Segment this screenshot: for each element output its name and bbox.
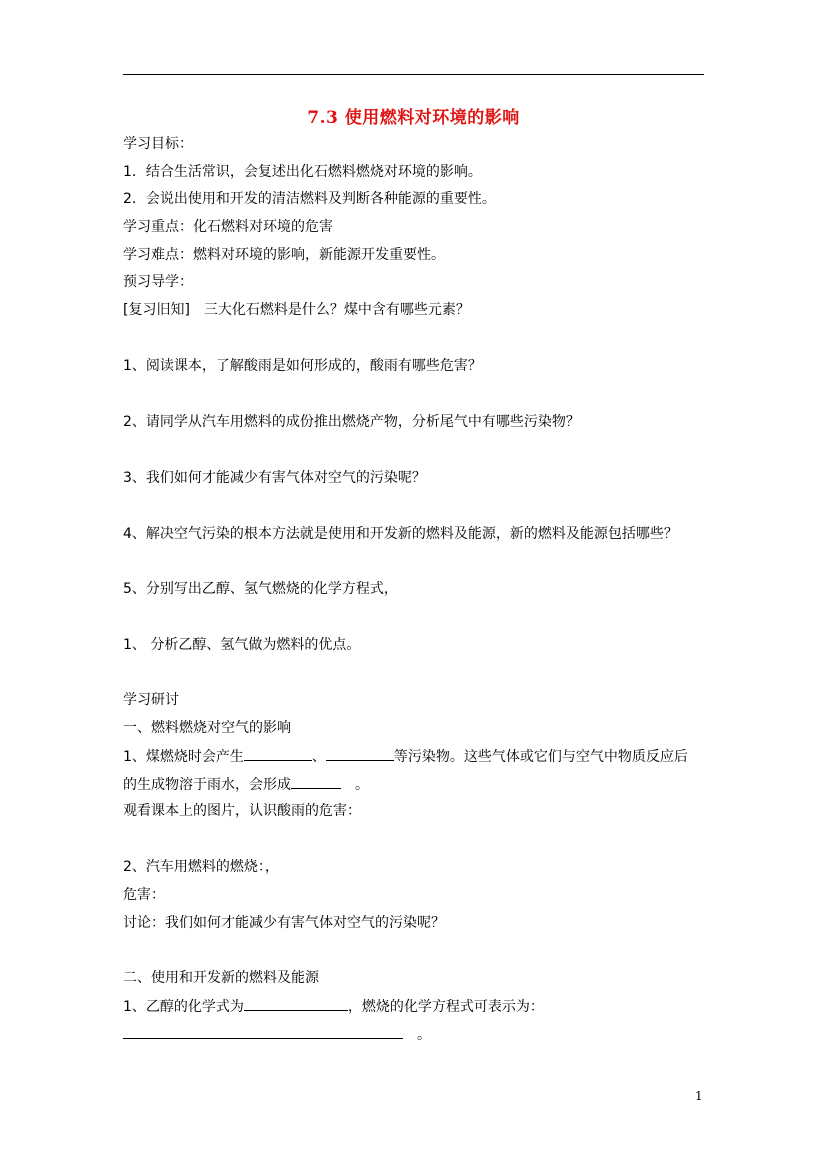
ethanol-text-a: 1、乙醇的化学式为	[123, 999, 244, 1015]
coal-line2-end: 。	[341, 777, 369, 793]
coal-text-a: 1、煤燃烧时会产生	[123, 749, 244, 765]
ethanol-formula-blank[interactable]	[244, 997, 348, 1011]
preview-question-4: 4、解决空气污染的根本方法就是使用和开发新的燃料及能源，新的燃料及能源包括哪些？	[123, 526, 678, 542]
harm-line: 危害：	[123, 887, 165, 903]
objective-2: 2．会说出使用和开发的清洁燃料及判断各种能源的重要性。	[123, 191, 496, 207]
preview-question-5: 5、分别写出乙醇、氢气燃烧的化学方程式，	[123, 581, 398, 597]
preview-heading: 预习导学：	[123, 274, 193, 290]
ethanol-text-b: ，燃烧的化学方程式可表示为：	[347, 999, 544, 1015]
discussion-line: 讨论：我们如何才能减少有害气体对空气的污染呢？	[123, 915, 445, 931]
header-rule	[123, 74, 704, 75]
car-fuel-line: 2、汽车用燃料的燃烧：，	[123, 859, 279, 875]
coal-text-b: 等污染物。这些气体或它们与空气中物质反应后	[393, 749, 688, 765]
ethanol-equation-blank[interactable]	[123, 1025, 403, 1039]
coal-blank-2[interactable]	[326, 747, 394, 761]
key-point: 学习重点：化石燃料对环境的危害	[123, 219, 333, 235]
study-heading: 学习研讨	[123, 692, 179, 708]
page-number: 1	[695, 1089, 703, 1103]
preview-question-3: 3、我们如何才能减少有害气体对空气的污染呢？	[123, 470, 426, 486]
document-title: 7.3 使用燃料对环境的影响	[307, 108, 520, 128]
acid-rain-blank[interactable]	[291, 775, 341, 789]
coal-line2-text: 的生成物溶于雨水，会形成	[123, 777, 291, 793]
coal-pollutants-line	[123, 747, 688, 766]
difficulty: 学习难点：燃料对环境的影响，新能源开发重要性。	[123, 247, 445, 263]
acid-rain-line	[123, 775, 369, 794]
preview-question-1: 1、阅读课本，了解酸雨是如何形成的，酸雨有哪些危害？	[123, 358, 482, 374]
coal-separator: 、	[311, 749, 326, 765]
objective-1: 1．结合生活常识，会复述出化石燃料燃烧对环境的影响。	[123, 164, 482, 180]
section-1-heading: 一、燃料燃烧对空气的影响	[123, 720, 291, 736]
ethanol-equation-line	[123, 1025, 431, 1044]
ethanol-equation-end: 。	[417, 1027, 431, 1043]
ethanol-line	[123, 997, 544, 1016]
review-question: [复习旧知] 三大化石燃料是什么？煤中含有哪些元素？	[123, 302, 470, 318]
acid-rain-note: 观看课本上的图片，认识酸雨的危害：	[123, 803, 361, 819]
coal-blank-1[interactable]	[244, 747, 312, 761]
preview-question-2: 2、请同学从汽车用燃料的成份推出燃烧产物，分析尾气中有哪些污染物？	[123, 414, 580, 430]
objectives-heading: 学习目标：	[123, 136, 193, 152]
section-2-heading: 二、使用和开发新的燃料及能源	[123, 970, 319, 986]
preview-question-6: 1、 分析乙醇、氢气做为燃料的优点。	[123, 637, 361, 653]
